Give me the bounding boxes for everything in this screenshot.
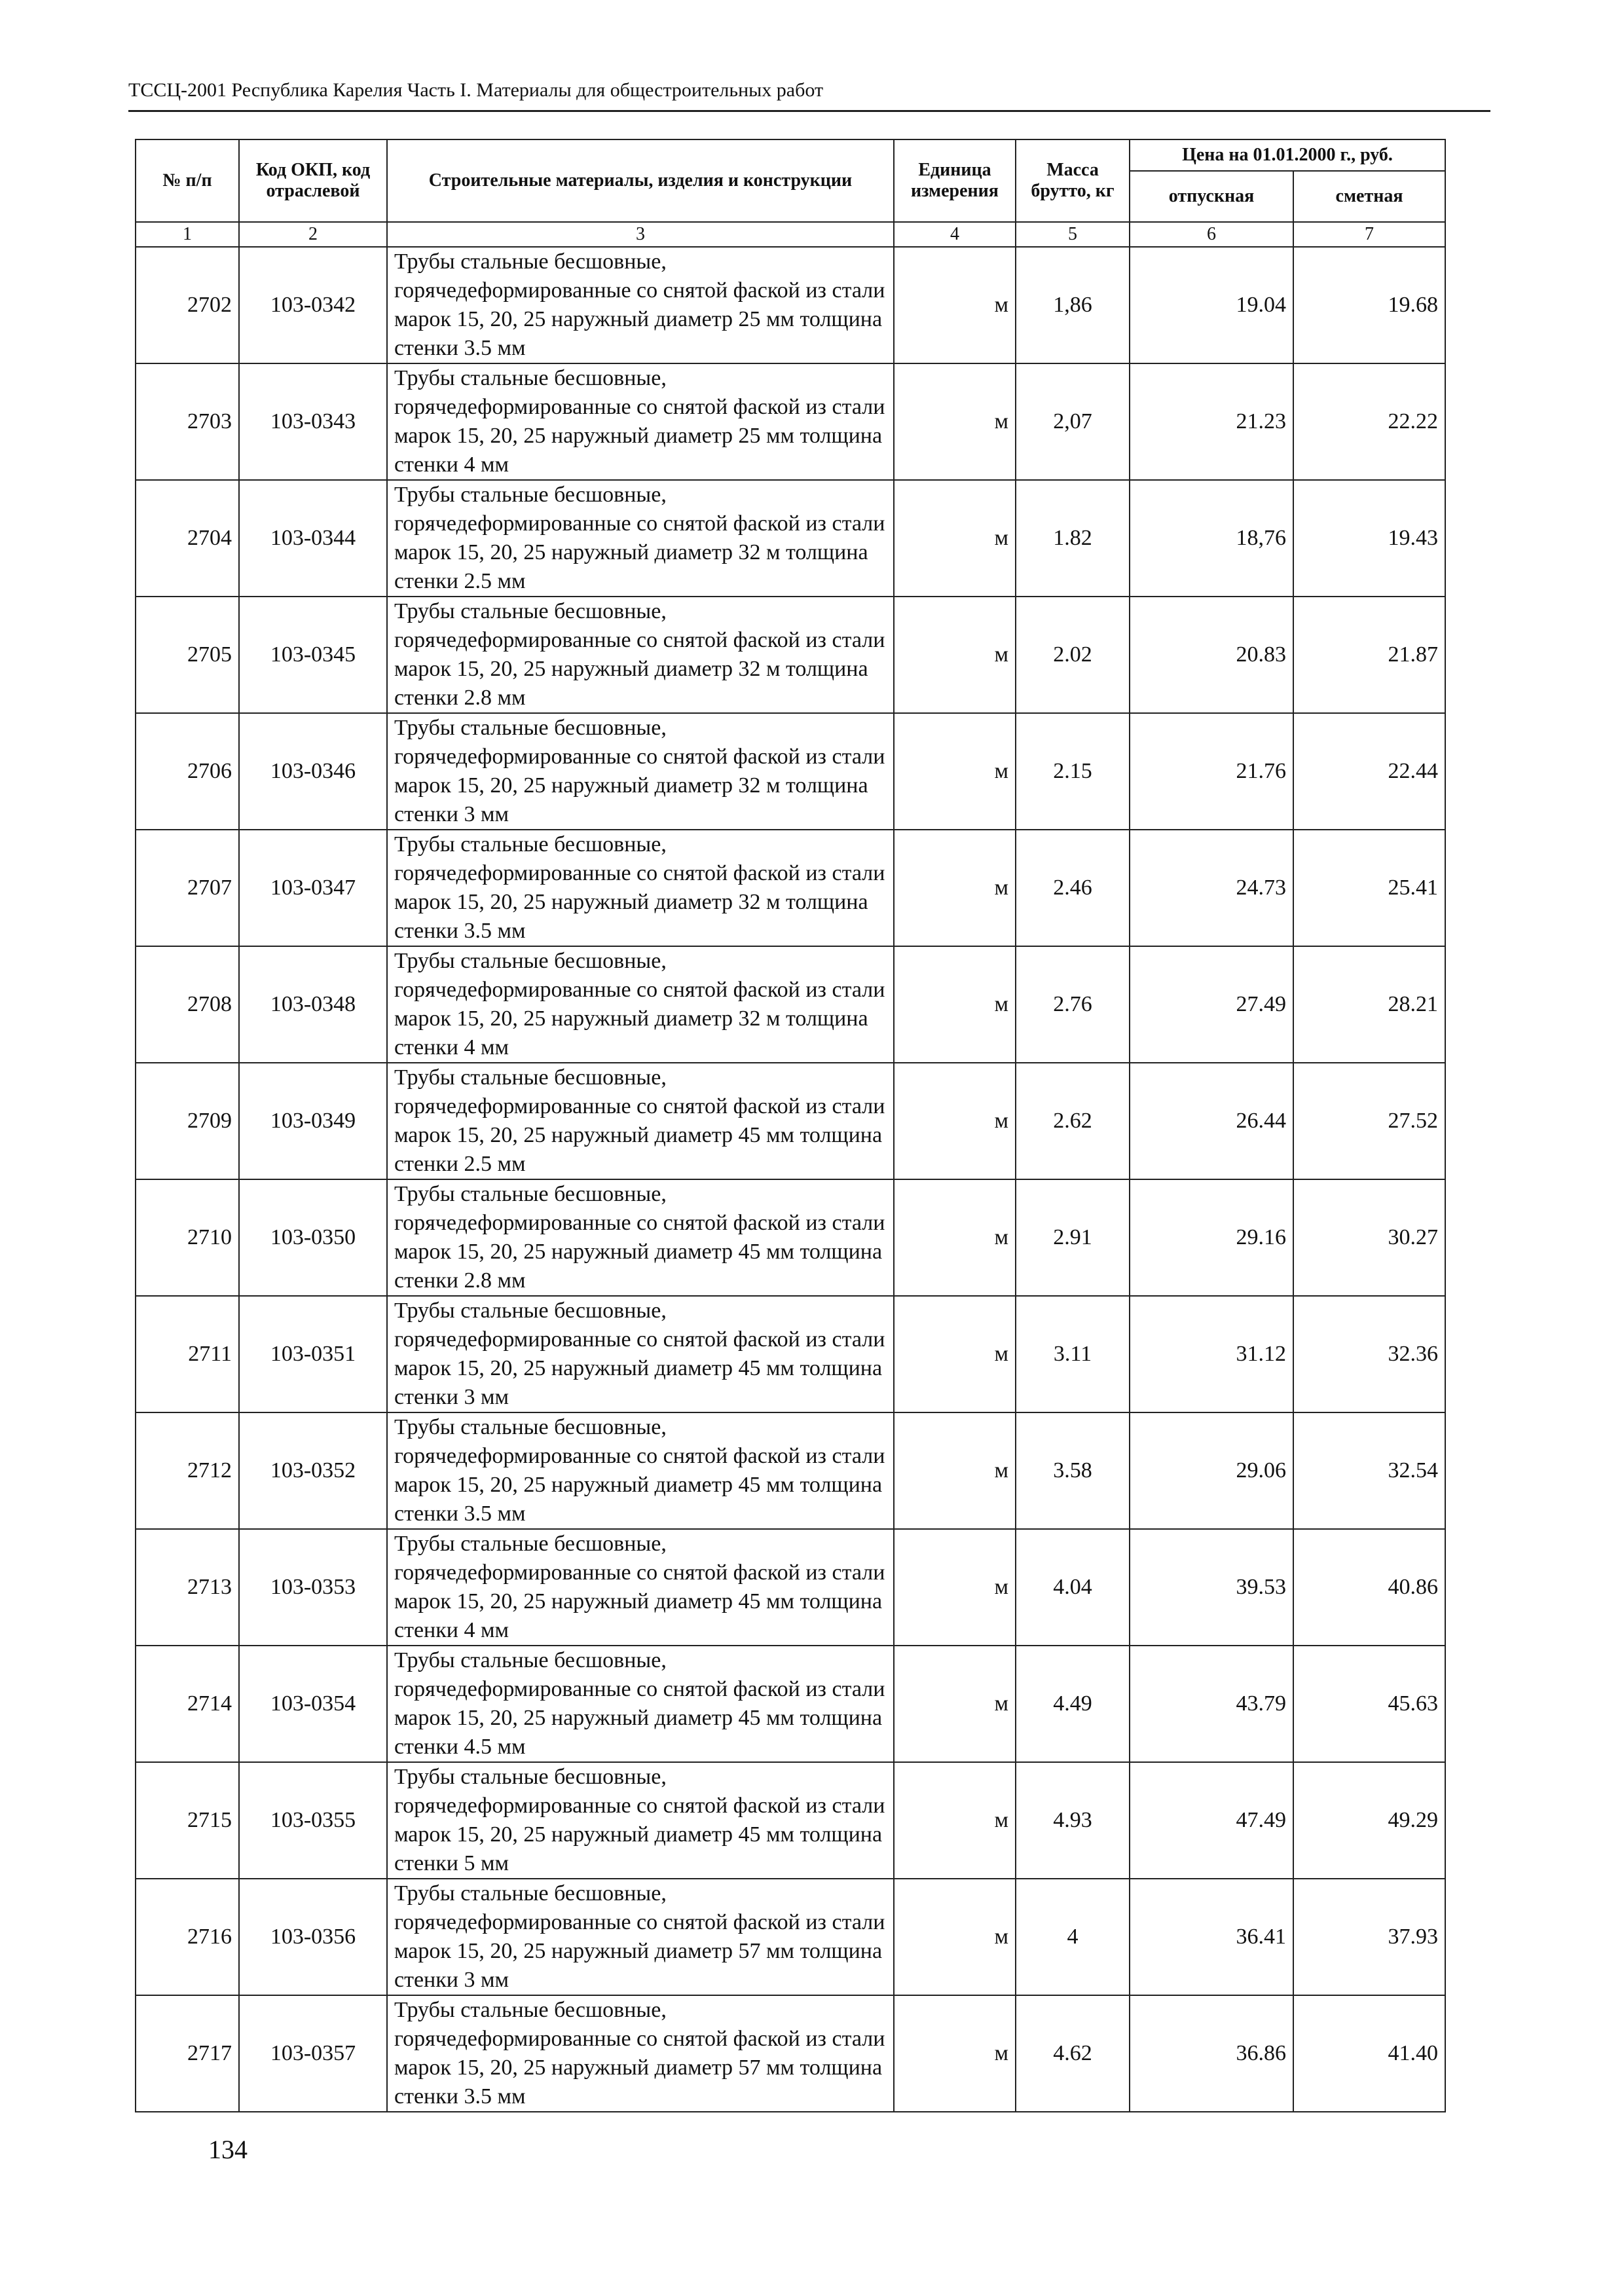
table-row — [136, 597, 1445, 713]
col-header-code: Код ОКП, код отраслевой — [239, 139, 387, 222]
column-number: 6 — [1130, 222, 1293, 247]
table-row — [136, 1646, 1445, 1762]
material-description: Трубы стальные бесшовные, горячедеформированные со снятой фаской из стали марок 15, 20, 25 наружный диаметр 32 м толщина стенки 2.5 мм — [387, 480, 894, 597]
gross-mass: 2.46 — [1016, 830, 1130, 946]
gross-mass: 3.11 — [1016, 1296, 1130, 1412]
unit-of-measure: м — [894, 1296, 1016, 1412]
release-price: 18,76 — [1130, 480, 1293, 597]
table-body — [136, 247, 1445, 2112]
unit-of-measure: м — [894, 1529, 1016, 1646]
column-number-row — [136, 222, 1445, 247]
gross-mass: 2.91 — [1016, 1179, 1130, 1296]
gross-mass: 2,07 — [1016, 363, 1130, 480]
row-number: 2707 — [136, 830, 239, 946]
release-price: 27.49 — [1130, 946, 1293, 1063]
unit-of-measure: м — [894, 713, 1016, 830]
okp-code: 103-0345 — [239, 597, 387, 713]
gross-mass: 2.15 — [1016, 713, 1130, 830]
col-header-price-release: отпускная — [1130, 171, 1293, 222]
estimate-price: 19.68 — [1293, 247, 1445, 363]
material-description: Трубы стальные бесшовные, горячедеформированные со снятой фаской из стали марок 15, 20, 25 наружный диаметр 45 мм толщина стенки 2.8 мм — [387, 1179, 894, 1296]
table-row — [136, 363, 1445, 480]
column-number: 4 — [894, 222, 1016, 247]
gross-mass: 4.93 — [1016, 1762, 1130, 1879]
material-description: Трубы стальные бесшовные, горячедеформированные со снятой фаской из стали марок 15, 20, 25 наружный диаметр 45 мм толщина стенки 4 мм — [387, 1529, 894, 1646]
col-header-name: Строительные материалы, изделия и конструкции — [387, 139, 894, 222]
gross-mass: 4.62 — [1016, 1995, 1130, 2112]
release-price: 47.49 — [1130, 1762, 1293, 1879]
unit-of-measure: м — [894, 1762, 1016, 1879]
row-number: 2717 — [136, 1995, 239, 2112]
table-row — [136, 1296, 1445, 1412]
gross-mass: 4.04 — [1016, 1529, 1130, 1646]
gross-mass: 1,86 — [1016, 247, 1130, 363]
estimate-price: 49.29 — [1293, 1762, 1445, 1879]
release-price: 19.04 — [1130, 247, 1293, 363]
table-row — [136, 1879, 1445, 1995]
estimate-price: 41.40 — [1293, 1995, 1445, 2112]
gross-mass: 3.58 — [1016, 1412, 1130, 1529]
table-row — [136, 946, 1445, 1063]
okp-code: 103-0343 — [239, 363, 387, 480]
table-row — [136, 713, 1445, 830]
unit-of-measure: м — [894, 1879, 1016, 1995]
table-row — [136, 1529, 1445, 1646]
row-number: 2705 — [136, 597, 239, 713]
okp-code: 103-0353 — [239, 1529, 387, 1646]
unit-of-measure: м — [894, 597, 1016, 713]
row-number: 2709 — [136, 1063, 239, 1179]
estimate-price: 32.54 — [1293, 1412, 1445, 1529]
unit-of-measure: м — [894, 363, 1016, 480]
material-description: Трубы стальные бесшовные, горячедеформированные со снятой фаской из стали марок 15, 20, 25 наружный диаметр 45 мм толщина стенки 3.5 мм — [387, 1412, 894, 1529]
unit-of-measure: м — [894, 1063, 1016, 1179]
unit-of-measure: м — [894, 946, 1016, 1063]
material-description: Трубы стальные бесшовные, горячедеформированные со снятой фаской из стали марок 15, 20, 25 наружный диаметр 45 мм толщина стенки 3 мм — [387, 1296, 894, 1412]
page-header: ТССЦ-2001 Республика Карелия Часть I. Материалы для общестроительных работ — [128, 79, 824, 101]
estimate-price: 30.27 — [1293, 1179, 1445, 1296]
table-row — [136, 1412, 1445, 1529]
row-number: 2710 — [136, 1179, 239, 1296]
gross-mass: 2.62 — [1016, 1063, 1130, 1179]
release-price: 21.76 — [1130, 713, 1293, 830]
table-row — [136, 1063, 1445, 1179]
col-header-unit: Единица измерения — [894, 139, 1016, 222]
table-row — [136, 1995, 1445, 2112]
column-number: 3 — [387, 222, 894, 247]
row-number: 2702 — [136, 247, 239, 363]
estimate-price: 45.63 — [1293, 1646, 1445, 1762]
row-number: 2716 — [136, 1879, 239, 1995]
gross-mass: 4 — [1016, 1879, 1130, 1995]
price-table — [135, 139, 1446, 2112]
col-header-price-group: Цена на 01.01.2000 г., руб. — [1130, 139, 1445, 171]
unit-of-measure: м — [894, 1646, 1016, 1762]
col-header-mass: Масса брутто, кг — [1016, 139, 1130, 222]
column-number: 2 — [239, 222, 387, 247]
material-description: Трубы стальные бесшовные, горячедеформированные со снятой фаской из стали марок 15, 20, 25 наружный диаметр 45 мм толщина стенки 4.5 мм — [387, 1646, 894, 1762]
row-number: 2703 — [136, 363, 239, 480]
estimate-price: 25.41 — [1293, 830, 1445, 946]
release-price: 43.79 — [1130, 1646, 1293, 1762]
gross-mass: 1.82 — [1016, 480, 1130, 597]
material-description: Трубы стальные бесшовные, горячедеформированные со снятой фаской из стали марок 15, 20, 25 наружный диаметр 57 мм толщина стенки 3.5 мм — [387, 1995, 894, 2112]
material-description: Трубы стальные бесшовные, горячедеформированные со снятой фаской из стали марок 15, 20, 25 наружный диаметр 25 мм толщина стенки 3.5 мм — [387, 247, 894, 363]
header-divider — [128, 110, 1490, 112]
row-number: 2714 — [136, 1646, 239, 1762]
okp-code: 103-0354 — [239, 1646, 387, 1762]
okp-code: 103-0351 — [239, 1296, 387, 1412]
estimate-price: 22.44 — [1293, 713, 1445, 830]
estimate-price: 32.36 — [1293, 1296, 1445, 1412]
page-number: 134 — [208, 2135, 248, 2164]
okp-code: 103-0350 — [239, 1179, 387, 1296]
release-price: 36.41 — [1130, 1879, 1293, 1995]
row-number: 2715 — [136, 1762, 239, 1879]
okp-code: 103-0357 — [239, 1995, 387, 2112]
col-header-price-estimate: сметная — [1293, 171, 1445, 222]
material-description: Трубы стальные бесшовные, горячедеформированные со снятой фаской из стали марок 15, 20, 25 наружный диаметр 32 м толщина стенки 4 мм — [387, 946, 894, 1063]
table-row — [136, 480, 1445, 597]
okp-code: 103-0344 — [239, 480, 387, 597]
table-row — [136, 1762, 1445, 1879]
material-description: Трубы стальные бесшовные, горячедеформированные со снятой фаской из стали марок 15, 20, 25 наружный диаметр 45 мм толщина стенки 2.5 мм — [387, 1063, 894, 1179]
row-number: 2706 — [136, 713, 239, 830]
row-number: 2708 — [136, 946, 239, 1063]
okp-code: 103-0356 — [239, 1879, 387, 1995]
material-description: Трубы стальные бесшовные, горячедеформированные со снятой фаской из стали марок 15, 20, 25 наружный диаметр 57 мм толщина стенки 3 мм — [387, 1879, 894, 1995]
material-description: Трубы стальные бесшовные, горячедеформированные со снятой фаской из стали марок 15, 20, 25 наружный диаметр 32 м толщина стенки 3.5 мм — [387, 830, 894, 946]
release-price: 24.73 — [1130, 830, 1293, 946]
estimate-price: 37.93 — [1293, 1879, 1445, 1995]
okp-code: 103-0349 — [239, 1063, 387, 1179]
release-price: 26.44 — [1130, 1063, 1293, 1179]
okp-code: 103-0348 — [239, 946, 387, 1063]
unit-of-measure: м — [894, 1412, 1016, 1529]
table-row — [136, 830, 1445, 946]
row-number: 2704 — [136, 480, 239, 597]
unit-of-measure: м — [894, 830, 1016, 946]
release-price: 29.16 — [1130, 1179, 1293, 1296]
gross-mass: 2.76 — [1016, 946, 1130, 1063]
row-number: 2713 — [136, 1529, 239, 1646]
gross-mass: 2.02 — [1016, 597, 1130, 713]
column-number: 7 — [1293, 222, 1445, 247]
release-price: 36.86 — [1130, 1995, 1293, 2112]
material-description: Трубы стальные бесшовные, горячедеформированные со снятой фаской из стали марок 15, 20, 25 наружный диаметр 32 м толщина стенки 2.8 мм — [387, 597, 894, 713]
table-row — [136, 1179, 1445, 1296]
estimate-price: 28.21 — [1293, 946, 1445, 1063]
okp-code: 103-0346 — [239, 713, 387, 830]
estimate-price: 27.52 — [1293, 1063, 1445, 1179]
estimate-price: 22.22 — [1293, 363, 1445, 480]
okp-code: 103-0352 — [239, 1412, 387, 1529]
release-price: 39.53 — [1130, 1529, 1293, 1646]
column-number: 1 — [136, 222, 239, 247]
release-price: 29.06 — [1130, 1412, 1293, 1529]
row-number: 2712 — [136, 1412, 239, 1529]
unit-of-measure: м — [894, 1179, 1016, 1296]
okp-code: 103-0342 — [239, 247, 387, 363]
table-header — [136, 139, 1445, 247]
unit-of-measure: м — [894, 480, 1016, 597]
estimate-price: 21.87 — [1293, 597, 1445, 713]
material-description: Трубы стальные бесшовные, горячедеформированные со снятой фаской из стали марок 15, 20, 25 наружный диаметр 25 мм толщина стенки 4 мм — [387, 363, 894, 480]
estimate-price: 19.43 — [1293, 480, 1445, 597]
release-price: 21.23 — [1130, 363, 1293, 480]
gross-mass: 4.49 — [1016, 1646, 1130, 1762]
col-header-num: № п/п — [136, 139, 239, 222]
column-number: 5 — [1016, 222, 1130, 247]
release-price: 31.12 — [1130, 1296, 1293, 1412]
release-price: 20.83 — [1130, 597, 1293, 713]
okp-code: 103-0347 — [239, 830, 387, 946]
unit-of-measure: м — [894, 1995, 1016, 2112]
table-row — [136, 247, 1445, 363]
row-number: 2711 — [136, 1296, 239, 1412]
okp-code: 103-0355 — [239, 1762, 387, 1879]
unit-of-measure: м — [894, 247, 1016, 363]
material-description: Трубы стальные бесшовные, горячедеформированные со снятой фаской из стали марок 15, 20, 25 наружный диаметр 32 м толщина стенки 3 мм — [387, 713, 894, 830]
estimate-price: 40.86 — [1293, 1529, 1445, 1646]
material-description: Трубы стальные бесшовные, горячедеформированные со снятой фаской из стали марок 15, 20, 25 наружный диаметр 45 мм толщина стенки 5 мм — [387, 1762, 894, 1879]
